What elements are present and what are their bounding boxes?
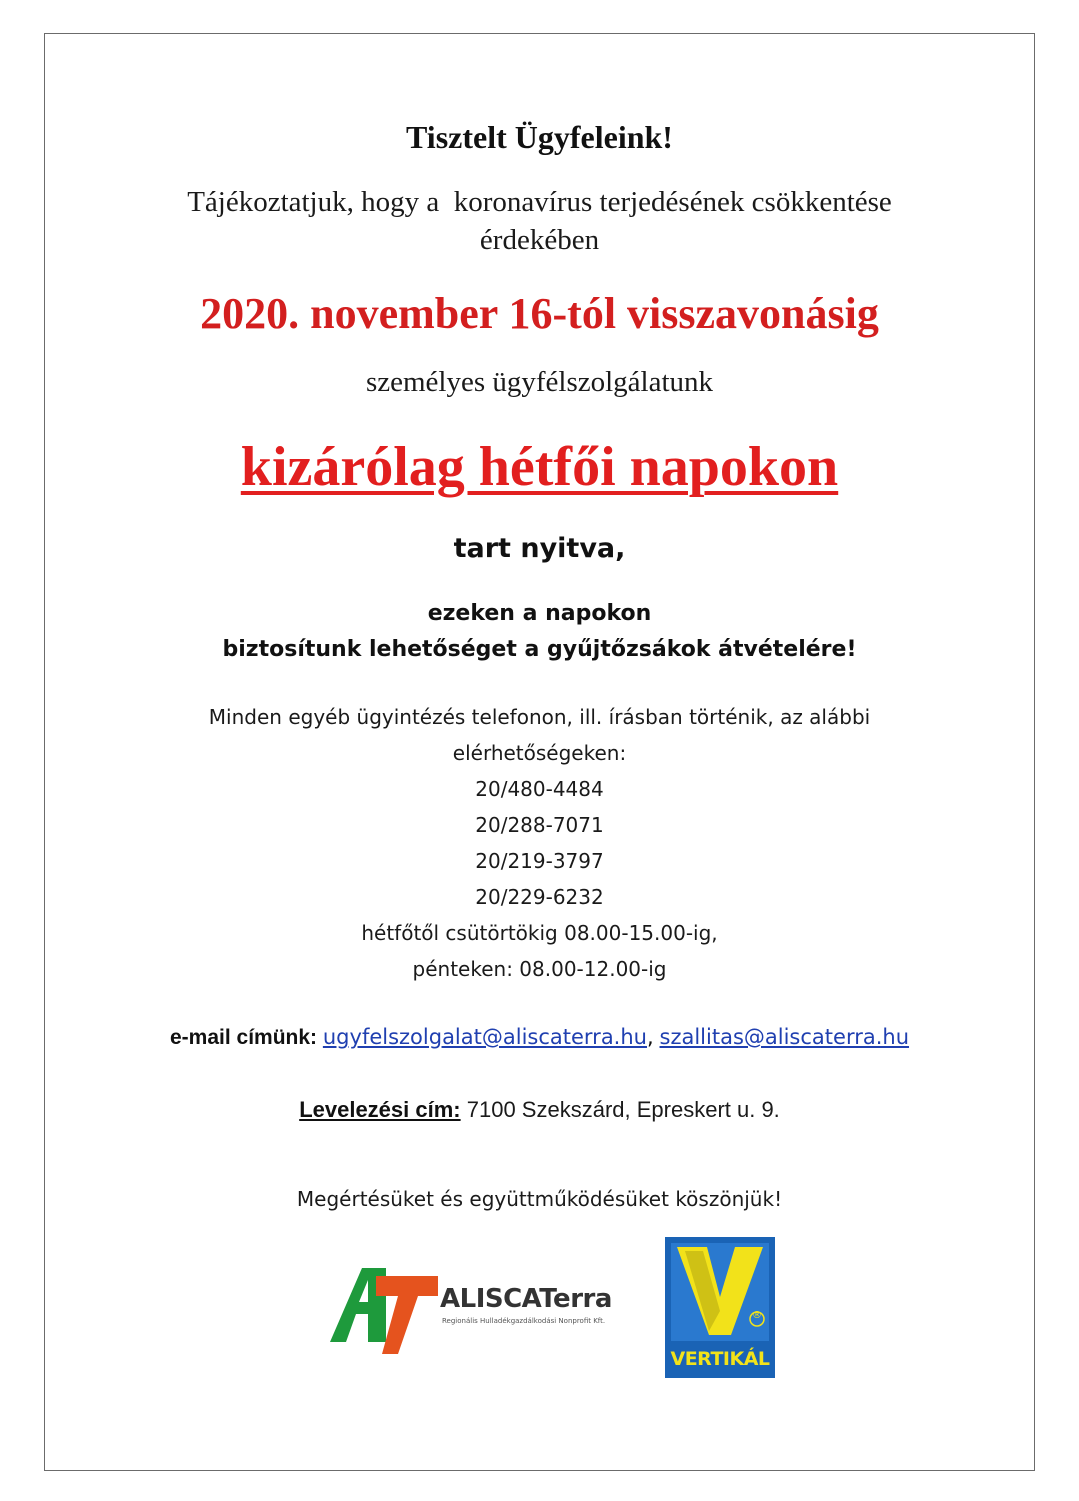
intro-line-2: érdekében [479, 224, 600, 256]
email-label: e-mail címünk: [169, 1026, 318, 1049]
email-link-transport[interactable]: szallitas@aliscaterra.hu [659, 1025, 910, 1049]
intro-line-1: Tájékoztatjuk, hogy a koronavírus terjedésének csökkentése [187, 186, 892, 218]
email-line [44, 1025, 1035, 1050]
service-line: személyes ügyfélszolgálatunk [365, 366, 714, 398]
aliscaterra-logo [326, 1262, 646, 1362]
hours-line-1: hétfőtől csütörtökig 08.00-15.00-ig, [361, 921, 718, 945]
postal-label: Levelezési cím: [299, 1097, 461, 1122]
thanks-line: Megértésüket és együttműködésüket köszönjük! [296, 1187, 783, 1211]
vertikal-logo [665, 1237, 775, 1378]
phone-number: 20/229-6232 [475, 885, 604, 909]
postal-address: 7100 Szekszárd, Epreskert u. 9. [466, 1097, 780, 1122]
days-line-2: biztosítunk lehetőséget a gyűjtőzsákok átvételére! [222, 637, 857, 662]
phone-number: 20/288-7071 [475, 813, 604, 837]
other-contact-line-2: elérhetőségeken: [452, 741, 627, 765]
email-separator: , [646, 1025, 654, 1049]
open-line: tart nyitva, [453, 533, 626, 564]
greeting-heading: Tisztelt Ügyfeleink! [406, 119, 673, 155]
phone-number: 20/219-3797 [475, 849, 604, 873]
vertikal-name: VERTIKÁL [670, 1348, 770, 1370]
vertikal-registered-mark: ® [752, 1310, 762, 1321]
postal-address-line [44, 1097, 1035, 1123]
other-contact-line-1: Minden egyéb ügyintézés telefonon, ill. írásban történik, az alábbi [208, 705, 871, 729]
hours-line-2: pénteken: 08.00-12.00-ig [412, 957, 667, 981]
date-range-heading: 2020. november 16-tól visszavonásig [200, 289, 879, 338]
aliscaterra-subtitle: Regionális Hulladékgazdálkodási Nonprofit Kft. [442, 1317, 606, 1325]
monday-only-heading: kizárólag hétfői napokon [240, 436, 839, 498]
email-link-customer-service[interactable]: ugyfelszolgalat@aliscaterra.hu [322, 1025, 647, 1049]
aliscaterra-name: ALISCATerra [440, 1284, 612, 1314]
phone-number: 20/480-4484 [475, 777, 604, 801]
days-line-1: ezeken a napokon [427, 601, 652, 626]
